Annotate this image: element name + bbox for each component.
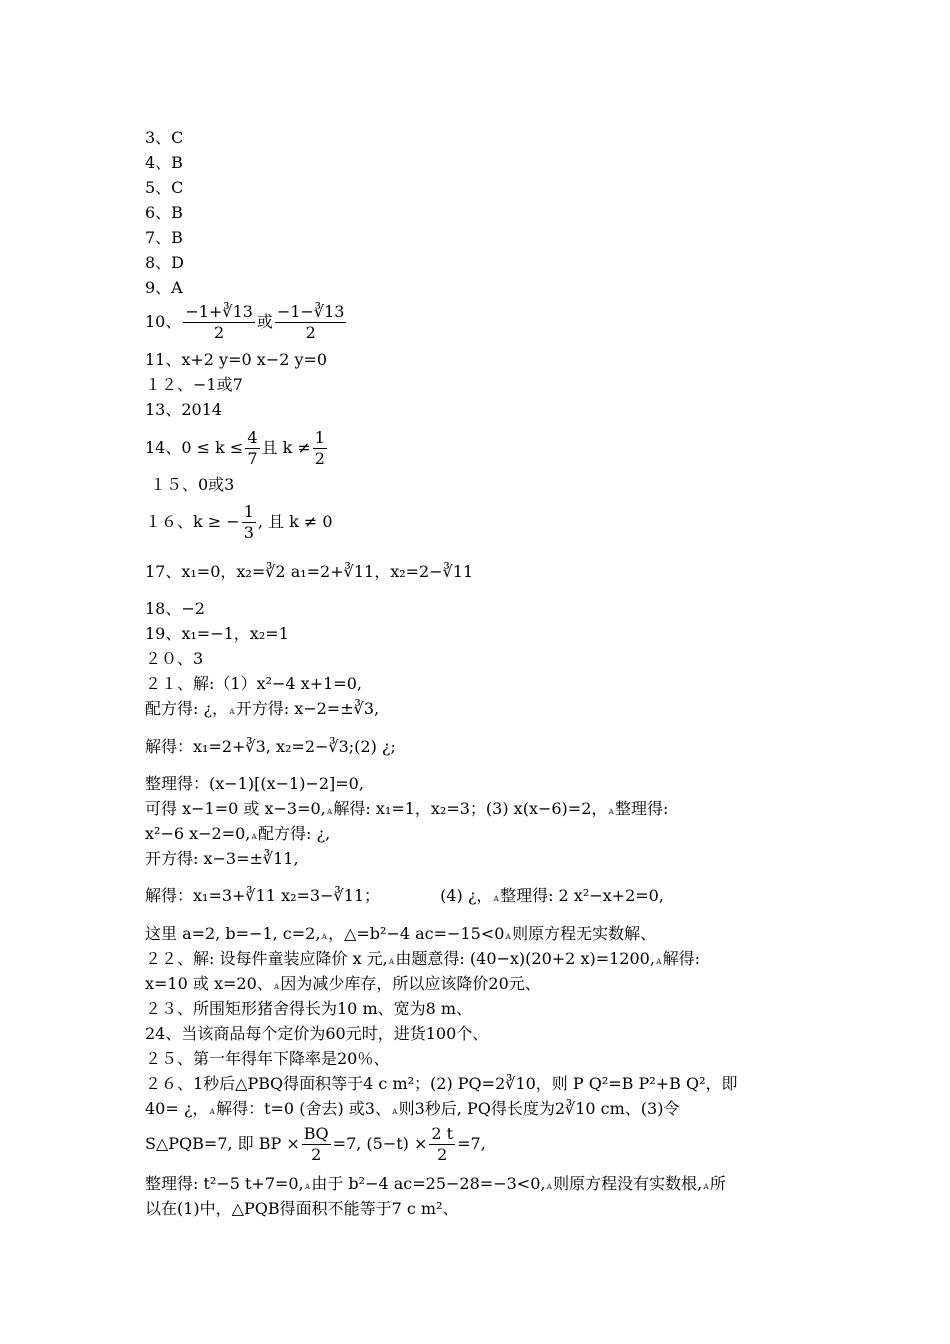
- answer-a9: 9、A: [145, 278, 183, 297]
- marker-icon: ᴀ: [493, 893, 500, 904]
- answer-26-line-3: S△PQB=7, 即 BP × $\frac{BQ}{2}$ =7, (5−t) × $\frac{2 t}{2}$ =7,: [145, 1124, 486, 1164]
- answer-21-line-6: x²−6 x−2=0,ᴀ配方得: ¿,: [145, 824, 331, 843]
- fraction: $\frac{1}{2}$: [314, 428, 325, 468]
- answer-25: ２５、第一年得年下降率是20％、: [145, 1049, 390, 1068]
- answer-21-line-1: ２１、解:（1）x²−4 x+1=0,: [145, 674, 362, 693]
- answer-22-line-2: x=10 或 x=20、ᴀ因为减少库存，所以应该降价20元、: [145, 974, 541, 993]
- answer-24: 24、当该商品每个定价为60元时，进货100个、: [145, 1024, 489, 1043]
- answer-a3: 3、C: [145, 128, 184, 147]
- answer-26-line-4: 整理得: t²−5 t+7=0,ᴀ由于 b²−4 ac=25−28=−3<0,ᴀ则原方程没有实数根,ᴀ所: [145, 1174, 726, 1193]
- answer-21-line-5: 可得 x−1=0 或 x−3=0,ᴀ解得: x₁=1，x₂=3；(3) x(x−6)=2，ᴀ整理得:: [145, 799, 669, 818]
- answer-21-line-4: 整理得：(x−1)[(x−1)−2]=0,: [145, 774, 364, 793]
- answer-22-line-1: ２２、解: 设每件童装应降价 x 元,ᴀ由题意得: (40−x)(20+2 x)=1200,ᴀ解得:: [145, 949, 700, 968]
- fraction: $\frac{1}{3}$: [243, 502, 254, 542]
- answer-26-line-2: 40= ¿，ᴀ解得：t=0 (舍去) 或3、ᴀ则3秒后, PQ得长度为2∛10 cm、(3)令: [145, 1099, 680, 1118]
- answer-13: 13、2014: [145, 400, 223, 419]
- answer-17: 17、x₁=0，x₂=∛2 a₁=2+∛11，x₂=2−∛11: [145, 562, 474, 581]
- answer-23: ２３、所围矩形猪舍得长为10 m、宽为8 m、: [145, 999, 473, 1018]
- answer-a7: 7、B: [145, 228, 183, 247]
- answer-12: １２、−1或7: [145, 375, 243, 394]
- fraction: $\frac{-1+∛13}{2}$: [185, 302, 253, 342]
- marker-icon: ᴀ: [251, 831, 258, 842]
- marker-icon: ᴀ: [273, 981, 280, 992]
- answer-19: 19、x₁=−1，x₂=1: [145, 624, 289, 643]
- marker-icon: ᴀ: [304, 1181, 311, 1192]
- answer-20: ２０、3: [145, 649, 204, 668]
- answer-18: 18、−2: [145, 599, 205, 618]
- marker-icon: ᴀ: [391, 1106, 398, 1117]
- answer-a6: 6、B: [145, 203, 183, 222]
- answer-21-line-8: 解得：x₁=3+∛11 x₂=3−∛11； (4) ¿，ᴀ整理得: 2 x²−x+2=0,: [145, 886, 664, 905]
- answer-26-line-1: ２６、1秒后△PBQ得面积等于4 c m²；(2) PQ=2∛10，则 P Q²=B P²+B Q²，即: [145, 1074, 738, 1093]
- marker-icon: ᴀ: [608, 806, 615, 817]
- fraction: $\frac{-1-∛13}{2}$: [276, 302, 345, 342]
- marker-icon: ᴀ: [655, 956, 662, 967]
- answer-16: １６、k ≥ − $\frac{1}{3}$ , 且 k ≠ 0: [145, 502, 333, 542]
- answer-a4: 4、B: [145, 153, 183, 172]
- fraction: $\frac{BQ}{2}$: [303, 1124, 329, 1164]
- marker-icon: ᴀ: [209, 1106, 216, 1117]
- answer-15: １５、0或3: [150, 475, 235, 494]
- marker-icon: ᴀ: [388, 956, 395, 967]
- answer-a8: 8、D: [145, 253, 185, 272]
- answer-a5: 5、C: [145, 178, 184, 197]
- marker-icon: ᴀ: [326, 806, 333, 817]
- answer-14: 14、0 ≤ k ≤ $\frac{4}{7}$ 且 k ≠ $\frac{1}{2}$: [145, 428, 325, 468]
- marker-icon: ᴀ: [505, 931, 512, 942]
- answer-21-line-3: 解得：x₁=2+∛3, x₂=2−∛3;(2) ¿;: [145, 737, 396, 756]
- marker-icon: ᴀ: [703, 1181, 709, 1192]
- answer-11: 11、x+2 y=0 x−2 y=0: [145, 350, 328, 369]
- fraction: $\frac{4}{7}$: [247, 428, 258, 468]
- marker-icon: ᴀ: [229, 706, 235, 717]
- fraction: $\frac{2 t}{2}$: [431, 1124, 454, 1164]
- answer-21-line-7: 开方得: x−3=±∛11,: [145, 849, 299, 868]
- answer-21-line-9: 这里 a=2, b=−1, c=2,ᴀ，△=b²−4 ac=−15<0ᴀ则原方程无实数解、: [145, 924, 657, 943]
- marker-icon: ᴀ: [321, 931, 328, 942]
- marker-icon: ᴀ: [546, 1181, 553, 1192]
- answer-21-line-2: 配方得: ¿，ᴀ开方得: x−2=±∛3,: [145, 699, 380, 718]
- answer-26-line-5: 以在(1)中，△PQB得面积不能等于7 c m²、: [145, 1199, 459, 1218]
- answer-10: 10、 $\frac{-1+∛13}{2}$ 或 $\frac{-1-∛13}{2}$: [145, 302, 345, 342]
